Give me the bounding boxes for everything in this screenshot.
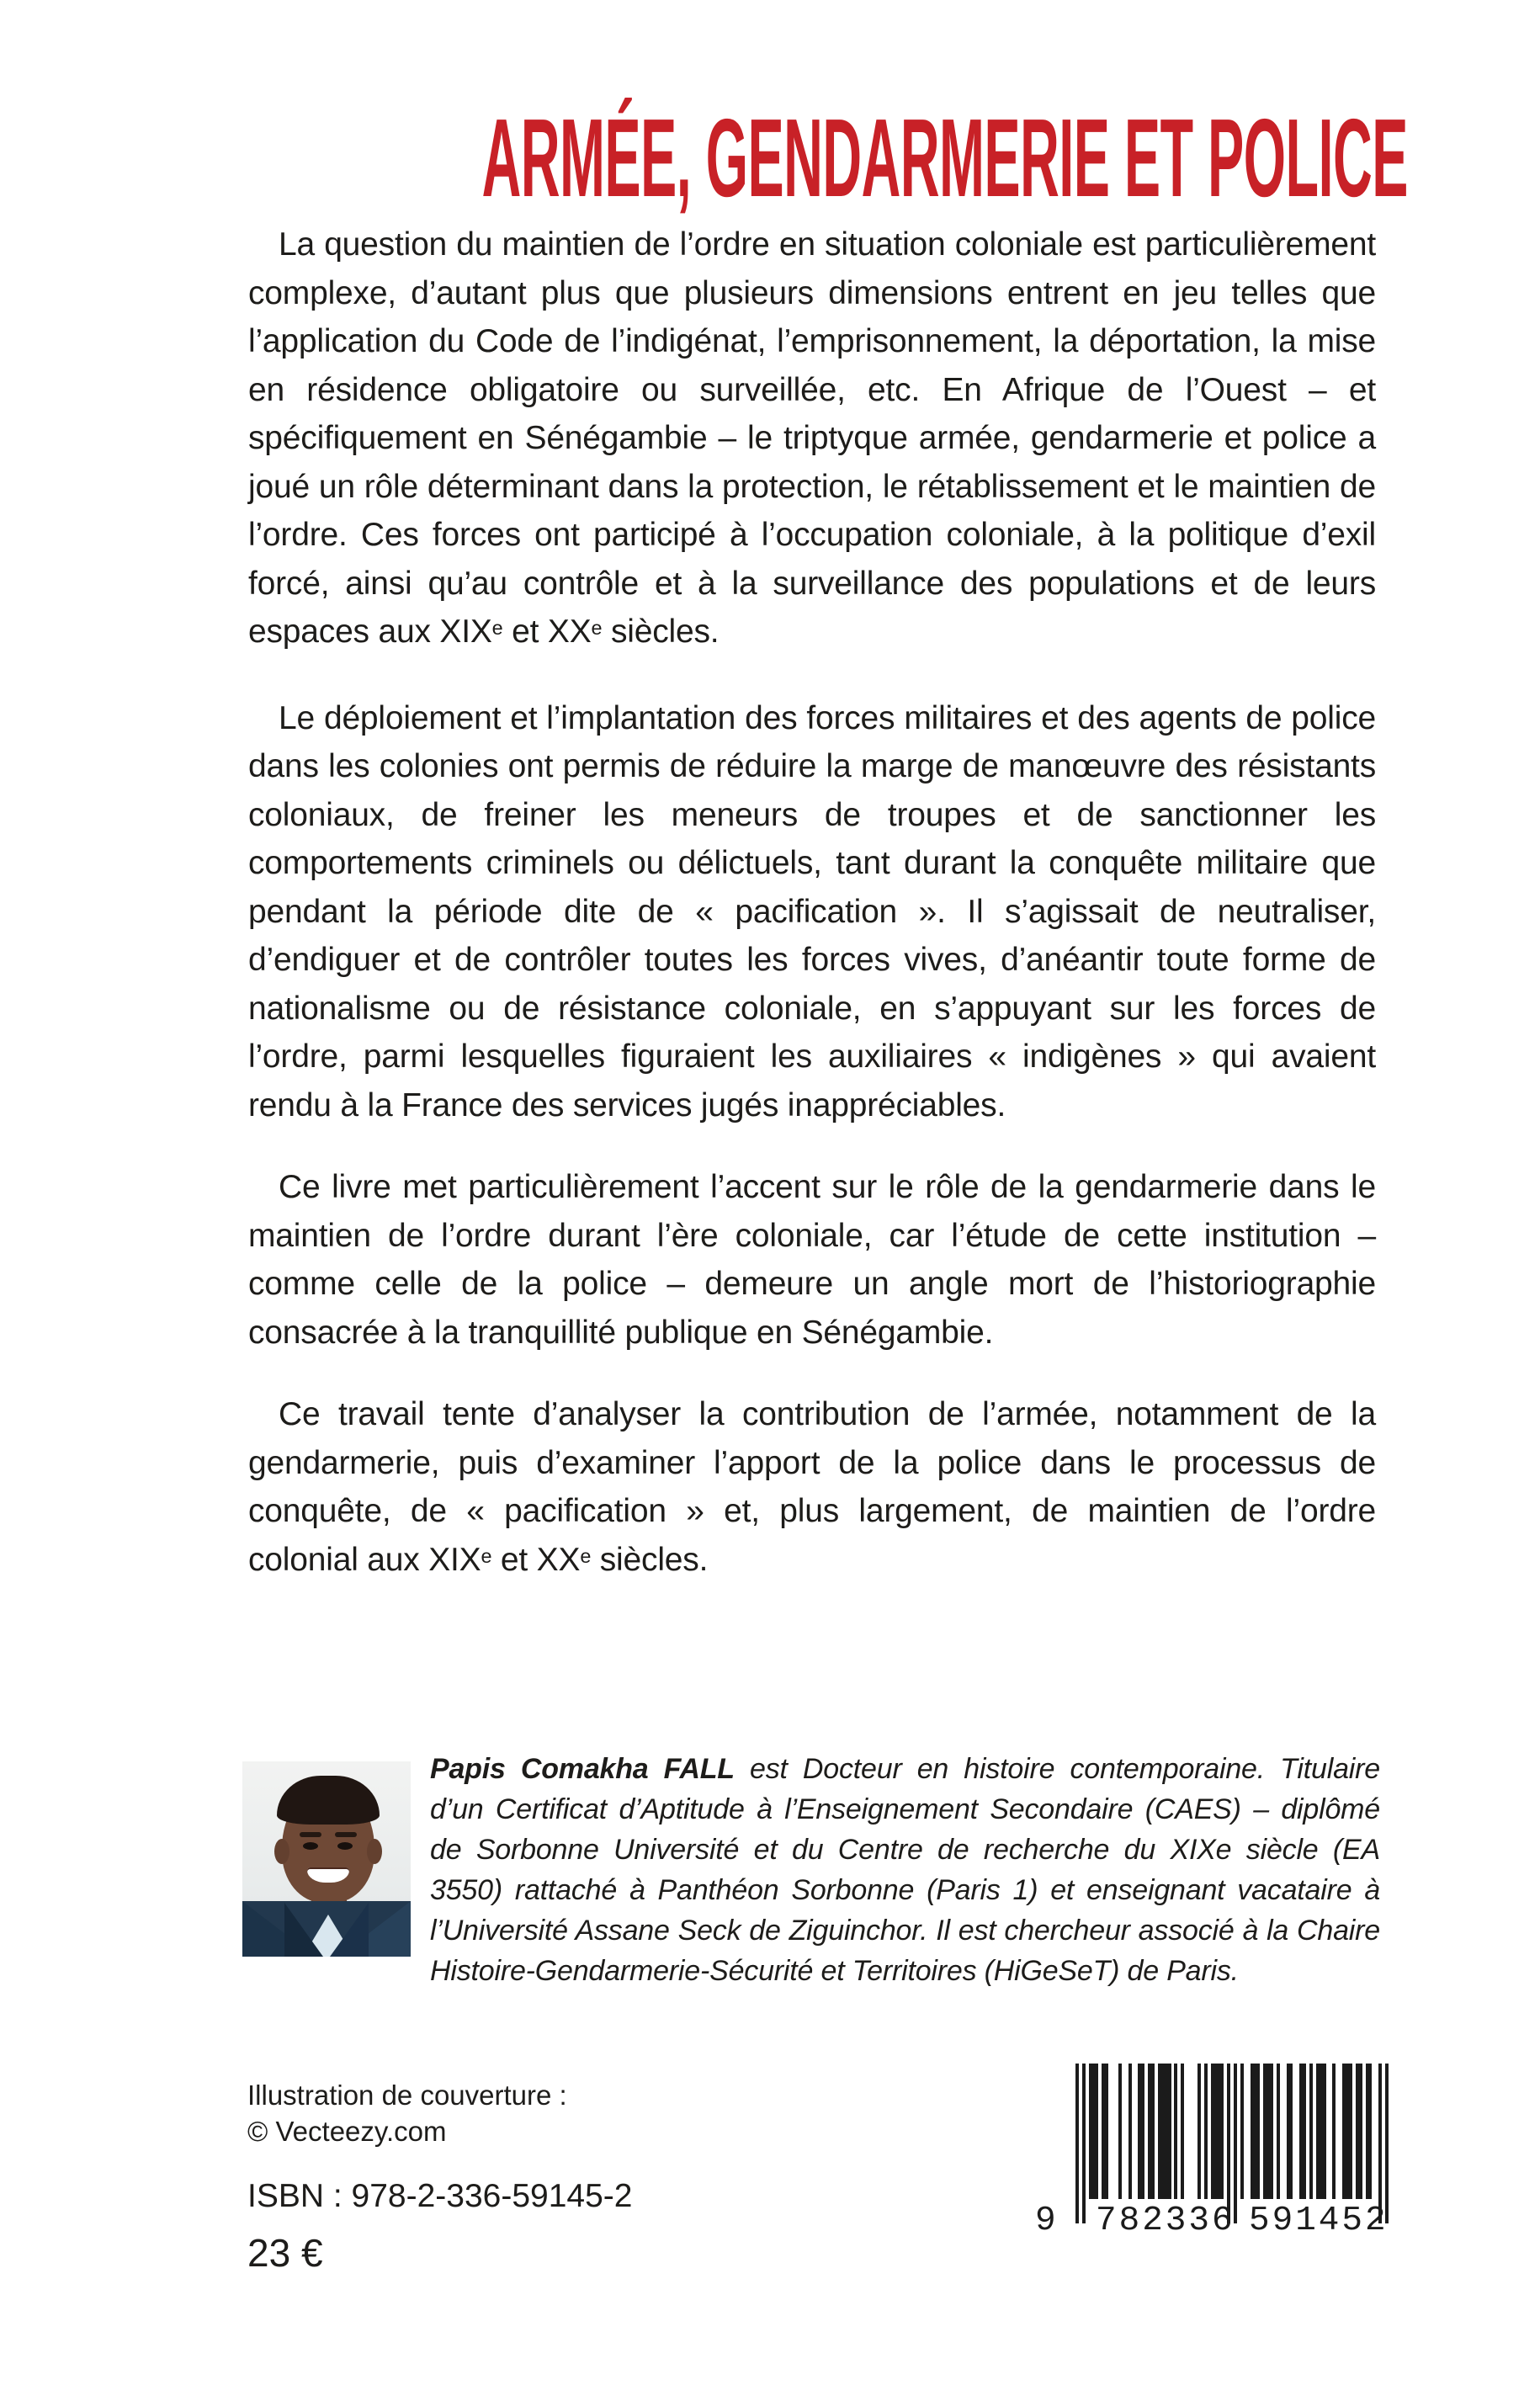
barcode-bar [1118,2064,1122,2199]
barcode-bar [1356,2064,1362,2199]
barcode-bar [1316,2064,1326,2199]
cover-credit-line1: Illustration de couverture : [247,2080,567,2111]
barcode-bar [1332,2064,1336,2199]
barcode-bar [1385,2064,1389,2223]
portrait-hair [277,1776,380,1825]
barcode-bar [1075,2064,1079,2223]
portrait-ear-right [367,1839,382,1864]
barcode-bar [1342,2064,1352,2199]
barcode-bar [1089,2064,1099,2199]
synopsis-paragraph-1: La question du maintien de l’ordre en situation coloniale est particulièrement complexe, d’autant plus que plusieurs dimensions entrent en jeu telles que l’application du Code de l’indigénat, l’emprisonnement, la déportation, la mise en résidence obligatoire ou surveillée, etc. En Afrique de l’Ouest – et spécifiquement en Sénégambie – le triptyque armée, gendarmerie et police a joué un rôle déterminant dans la protection, le rétablissement et le maintien de l’ordre. Ces forces ont participé à l’occupation coloniale, à la politique d’exil forcé, ainsi qu’au contrôle et à la surveillance des populations et de leurs espaces aux XIXe et XXe siècles. [248,226,1376,650]
barcode-bar [1181,2064,1184,2199]
barcode-digit-first: 9 [1035,2202,1056,2240]
barcode-bar [1287,2064,1293,2199]
barcode-bar [1211,2064,1224,2199]
barcode-bar [1148,2064,1155,2199]
barcode-bar [1204,2064,1208,2199]
author-bio [242,1749,1380,1991]
portrait-brow-left [300,1832,321,1837]
synopsis-paragraph-2: Le déploiement et l’implantation des forces militaires et des agents de police dans les colonies ont permis de réduire la marge de manœuvre des résistants coloniaux, de freiner les meneurs de troupes et de sanctionner les comportements criminels ou délictuels, tant durant la conquête militaire que pendant la période dite de « pacification ». Il s’agissait de neutraliser, d’endiguer et de contrôler toutes les forces vives, d’anéantir toute forme de nationalisme ou de résistance coloniale, en s’appuyant sur les forces de l’ordre, parmi lesquelles figuraient les auxiliaires « indigènes » qui avaient rendu à la France des services jugés inappréciables. [248,699,1376,1123]
synopsis-paragraph-3: Ce livre met particulièrement l’accent sur le rôle de la gendarmerie dans le maintien de l’ordre durant l’ère coloniale, car l’étude de cette institution – comme celle de la police – demeure un angle mort de l’historiographie consacrée à la tranquillité publique en Sénégambie. [248,1169,1376,1351]
barcode-bar [1082,2064,1086,2223]
barcode-bar [1138,2064,1144,2199]
book-title-text: ARMÉE, GENDARMERIE ET POLICE [481,96,1408,220]
barcode-bar [1366,2064,1373,2199]
book-title [0,96,1540,220]
barcode-bar [1251,2064,1261,2199]
author-photo [242,1761,411,1957]
price-text: 23 € [247,2231,323,2275]
cover-credit [247,2077,567,2149]
barcode-bar [1158,2064,1171,2199]
portrait-eye-right [337,1842,353,1850]
portrait-ear-left [274,1839,289,1864]
barcode-bar [1299,2064,1306,2199]
barcode-bar [1378,2064,1382,2223]
barcode-bar [1197,2064,1201,2199]
synopsis [248,220,1376,1622]
barcode-digits-right: 591452 [1249,2202,1389,2240]
isbn-text: ISBN : 978-2-336-59145-2 [247,2178,633,2214]
barcode-bar [1263,2064,1273,2199]
barcode-digits-left: 782336 [1096,2202,1235,2240]
synopsis-paragraph-4: Ce travail tente d’analyser la contribution de l’armée, notamment de la gendarmerie, puis d’examiner l’apport de la police dans le processus de conquête, de « pacification » et, plus largement, de maintien de l’ordre colonial aux XIXe et XXe siècles. [248,1396,1376,1578]
portrait-eye-left [303,1842,318,1850]
barcode-digits [1035,2202,1389,2240]
barcode-bar [1128,2064,1132,2199]
barcode-bar [1174,2064,1177,2199]
barcode-bar [1227,2064,1230,2223]
author-bio-text: Papis Comakha FALL est Docteur en histoire contemporaine. Titulaire d’un Certificat d’Aptitude à l’Enseignement Secondaire (CAES) – diplômé de Sorbonne Université et du Centre de recherche du XIXe siècle (EA 3550) rattaché à Panthéon Sorbonne (Paris 1) et enseignant vacataire à l’Université Assane Seck de Ziguinchor. Il est chercheur associé à la Chaire Histoire-Gendarmerie-Sécurité et Territoires (HiGeSeT) de Paris. [430,1753,1380,1987]
barcode-bar [1309,2064,1313,2199]
barcode-bar [1102,2064,1108,2199]
barcode-bar [1277,2064,1280,2199]
barcode-bar [1234,2064,1237,2223]
portrait-brow-right [335,1832,357,1837]
cover-credit-line2: © Vecteezy.com [247,2116,447,2147]
barcode [1035,2064,1389,2240]
barcode-bar [1240,2064,1244,2199]
